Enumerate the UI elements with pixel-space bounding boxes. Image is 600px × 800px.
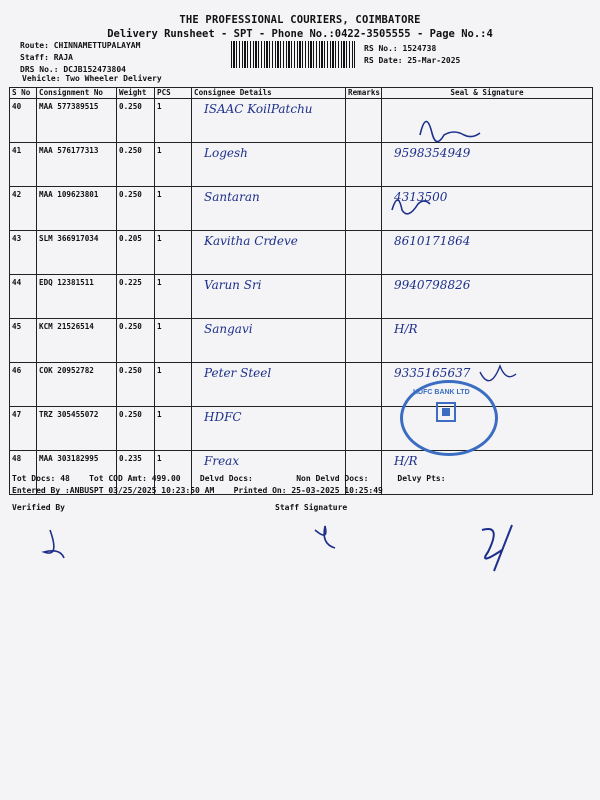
stamp-text: HDFC BANK LTD: [413, 389, 470, 396]
pcs-text: 1: [157, 278, 162, 287]
consignee-text: Kavitha Crdeve: [204, 234, 298, 248]
weight-text: 0.250: [119, 146, 142, 155]
sno-text: 41: [12, 146, 22, 155]
col-consignee: Consignee Details: [192, 88, 346, 99]
route-line: Route: CHINNAMETTUPALAYAM: [20, 41, 141, 50]
consignment-text: COK 20952782: [39, 366, 94, 375]
staff-signature-label: Staff Signature: [275, 503, 348, 512]
col-remarks: Remarks: [346, 88, 382, 99]
large-signature-mark: [482, 525, 512, 571]
staff-signature: [315, 526, 335, 548]
signature-text: 9598354949: [394, 146, 471, 160]
sno-text: 45: [12, 322, 22, 331]
sno-text: 48: [12, 454, 22, 463]
col-pcs: PCS: [155, 88, 192, 99]
pcs-text: 1: [157, 190, 162, 199]
consignment-text: MAA 576177313: [39, 146, 99, 155]
consignment-text: MAA 109623801: [39, 190, 99, 199]
signature-text: H/R: [394, 454, 418, 468]
rs-no: RS No.: 1524738: [364, 44, 437, 53]
signature-text: H/R: [394, 322, 418, 336]
sno-text: 43: [12, 234, 22, 243]
sno-text: 47: [12, 410, 22, 419]
consignee-text: Santaran: [204, 190, 260, 204]
sno-text: 42: [12, 190, 22, 199]
entered-line: Entered By :ANBUSPT 03/25/2025 10:23:50 AM Printed On: 25-03-2025 10:25:49: [12, 486, 383, 495]
pcs-text: 1: [157, 454, 162, 463]
weight-text: 0.250: [119, 366, 142, 375]
col-consignment: Consignment No: [37, 88, 117, 99]
weight-text: 0.205: [119, 234, 142, 243]
signature-row-40: [420, 121, 480, 141]
signature-text: 9940798826: [394, 278, 471, 292]
pcs-text: 1: [157, 366, 162, 375]
pcs-text: 1: [157, 102, 162, 111]
pcs-text: 1: [157, 234, 162, 243]
signature-row-42: [392, 200, 430, 214]
consignment-text: MAA 303182995: [39, 454, 99, 463]
consignment-text: MAA 577389515: [39, 102, 99, 111]
col-sno: S No: [10, 88, 37, 99]
weight-text: 0.250: [119, 102, 142, 111]
runsheet-subtitle: Delivery Runsheet - SPT - Phone No.:0422-3505555 - Page No.:4: [107, 28, 493, 40]
vehicle-line: Vehicle: Two Wheeler Delivery: [22, 74, 162, 83]
company-title: THE PROFESSIONAL COURIERS, COIMBATORE: [179, 14, 421, 26]
consignee-text: HDFC: [204, 410, 242, 424]
consignment-text: KCM 21526514: [39, 322, 94, 331]
verified-by-label: Verified By: [12, 503, 65, 512]
consignee-text: Varun Sri: [204, 278, 262, 292]
weight-text: 0.250: [119, 322, 142, 331]
pcs-text: 1: [157, 322, 162, 331]
pcs-text: 1: [157, 146, 162, 155]
weight-text: 0.250: [119, 410, 142, 419]
weight-text: 0.225: [119, 278, 142, 287]
consignee-text: Freax: [204, 454, 240, 468]
col-signature: Seal & Signature: [382, 88, 593, 99]
staff-line: Staff: RAJA: [20, 53, 73, 62]
consignee-text: Peter Steel: [204, 366, 272, 380]
weight-text: 0.235: [119, 454, 142, 463]
weight-text: 0.250: [119, 190, 142, 199]
consignment-text: TRZ 305455072: [39, 410, 99, 419]
pcs-text: 1: [157, 410, 162, 419]
signature-row-47: [480, 366, 516, 381]
signature-text: 4313500: [394, 190, 448, 204]
sno-text: 46: [12, 366, 22, 375]
col-weight: Weight: [117, 88, 155, 99]
totals-line: Tot Docs: 48 Tot COD Amt: 499.00 Delvd Docs: Non Delvd Docs: Delvy Pts:: [12, 474, 446, 483]
consignment-text: EDQ 12381511: [39, 278, 94, 287]
sno-text: 44: [12, 278, 22, 287]
consignee-text: Sangavi: [204, 322, 253, 336]
drs-line: DRS No.: DCJB152473804: [20, 65, 126, 74]
consignment-text: SLM 366917034: [39, 234, 99, 243]
verifier-signature: [44, 530, 64, 558]
rs-date: RS Date: 25-Mar-2025: [364, 56, 461, 65]
consignee-text: Logesh: [204, 146, 248, 160]
consignee-text: ISAAC KoilPatchu: [204, 102, 313, 116]
signature-text: 8610171864: [394, 234, 471, 248]
sno-text: 40: [12, 102, 22, 111]
signature-text: 9335165637: [394, 366, 471, 380]
